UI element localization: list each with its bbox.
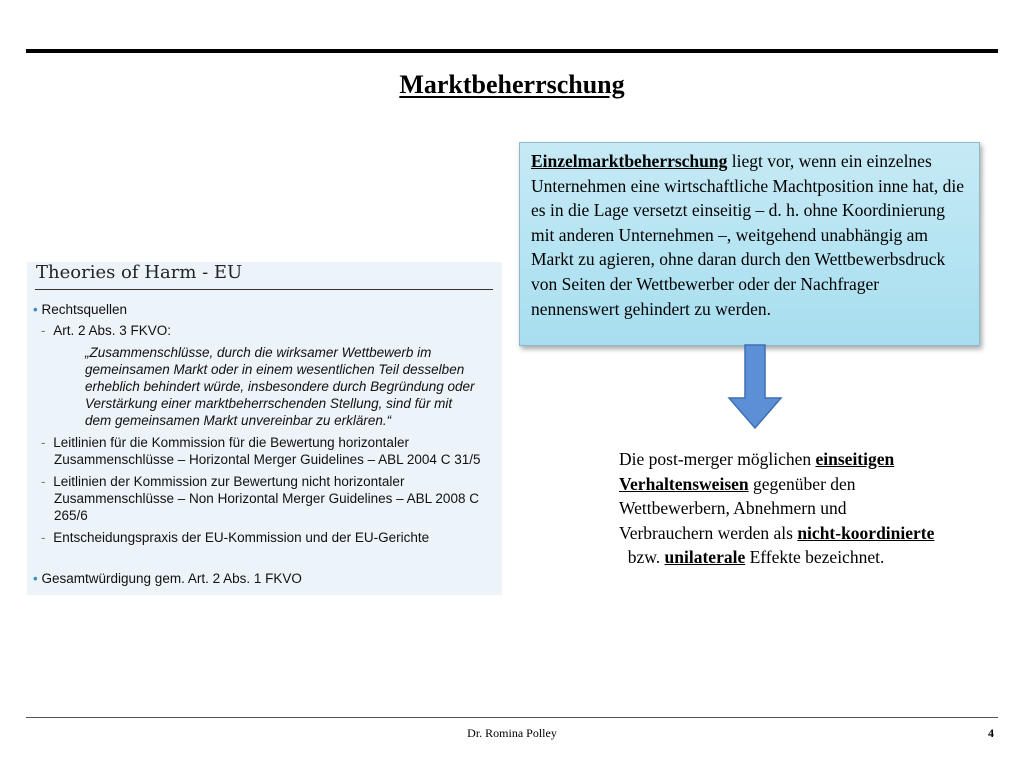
theories-of-harm-panel — [27, 262, 502, 595]
panel-line — [33, 571, 302, 586]
dash-marker: - — [41, 474, 46, 489]
panel-line: 265/6 — [54, 508, 88, 523]
dash-marker: - — [41, 323, 46, 338]
panel-line: Verstärkung einer marktbeherrschenden Stellung, sind für mit — [85, 396, 453, 411]
panel-line-text: Gesamtwürdigung gem. Art. 2 Abs. 1 FKVO — [41, 571, 302, 586]
panel-line: Zusammenschlüsse – Non Horizontal Merger Guidelines – ABL 2008 C — [54, 491, 479, 506]
panel-line: gemeinsamen Markt oder in einem wesentlichen Teil desselben — [85, 362, 465, 377]
panel-line-text: Leitlinien für die Kommission für die Bewertung horizontaler — [53, 435, 409, 450]
bottom-divider — [26, 717, 998, 718]
panel-line-text: Leitlinien der Kommission zur Bewertung nicht horizontaler — [53, 474, 405, 489]
effects-mid-1: gegenüber den Wettbewerbern, Abnehmern und Verbrauchern werden als — [619, 473, 856, 543]
top-divider — [26, 49, 998, 53]
panel-line — [41, 323, 171, 338]
dash-marker: - — [41, 530, 46, 545]
definition-box — [519, 142, 980, 346]
down-arrow-icon — [727, 344, 783, 430]
bullet-marker: • — [33, 302, 38, 317]
panel-line — [41, 530, 429, 545]
effects-term-unilateral: unilaterale — [664, 547, 746, 568]
effects-mid-2: bzw. — [619, 547, 665, 568]
footer-author: Dr. Romina Polley — [467, 726, 557, 740]
panel-line — [33, 302, 127, 317]
panel-line — [41, 474, 404, 489]
effects-end: Effekte bezeichnet. — [745, 547, 885, 568]
panel-title-divider — [35, 289, 493, 290]
panel-line: „Zusammenschlüsse, durch die wirksamer Wettbewerb im — [85, 345, 432, 360]
panel-line: erheblich behindert würde, insbesondere durch Begründung oder — [85, 379, 475, 394]
page-number: 4 — [988, 726, 994, 740]
panel-title: Theories of Harm - EU — [36, 262, 243, 283]
panel-line-text: Entscheidungspraxis der EU-Kommission und der EU-Gerichte — [53, 530, 430, 545]
definition-text: liegt vor, wenn ein einzelnes Unternehmen eine wirtschaftliche Machtposition inne hat, die es in die Lage versetzt einseitig – d. h. ohne Koordinierung mit anderen Unternehmen –, weitgehend unabhängig am Markt zu agieren, ohne daran durch den Wettbewerbsdruck von Seiten der Wettbewerber oder der Nachfrager nennenswert gehindert zu werden. — [531, 151, 964, 319]
panel-line — [41, 435, 409, 450]
effects-term-non-coordinated: nicht-koordinierte — [797, 522, 935, 543]
dash-marker: - — [41, 435, 46, 450]
slide-title: Marktbeherrschung — [399, 70, 625, 99]
panel-line: Zusammenschlüsse – Horizontal Merger Guidelines – ABL 2004 C 31/5 — [54, 452, 481, 467]
effects-paragraph — [619, 447, 939, 570]
effects-term-unilateral-behaviour: einseitigen Verhaltensweisen — [619, 449, 895, 494]
bullet-marker: • — [33, 571, 38, 586]
panel-line: dem gemeinsamen Markt unvereinbar zu erklären.“ — [85, 413, 392, 428]
effects-intro: Die post-merger möglichen — [619, 449, 816, 469]
panel-line-text: Rechtsquellen — [41, 302, 128, 317]
definition-term: Einzelmarktbeherrschung — [531, 151, 728, 171]
panel-line-text: Art. 2 Abs. 3 FKVO: — [53, 323, 172, 338]
